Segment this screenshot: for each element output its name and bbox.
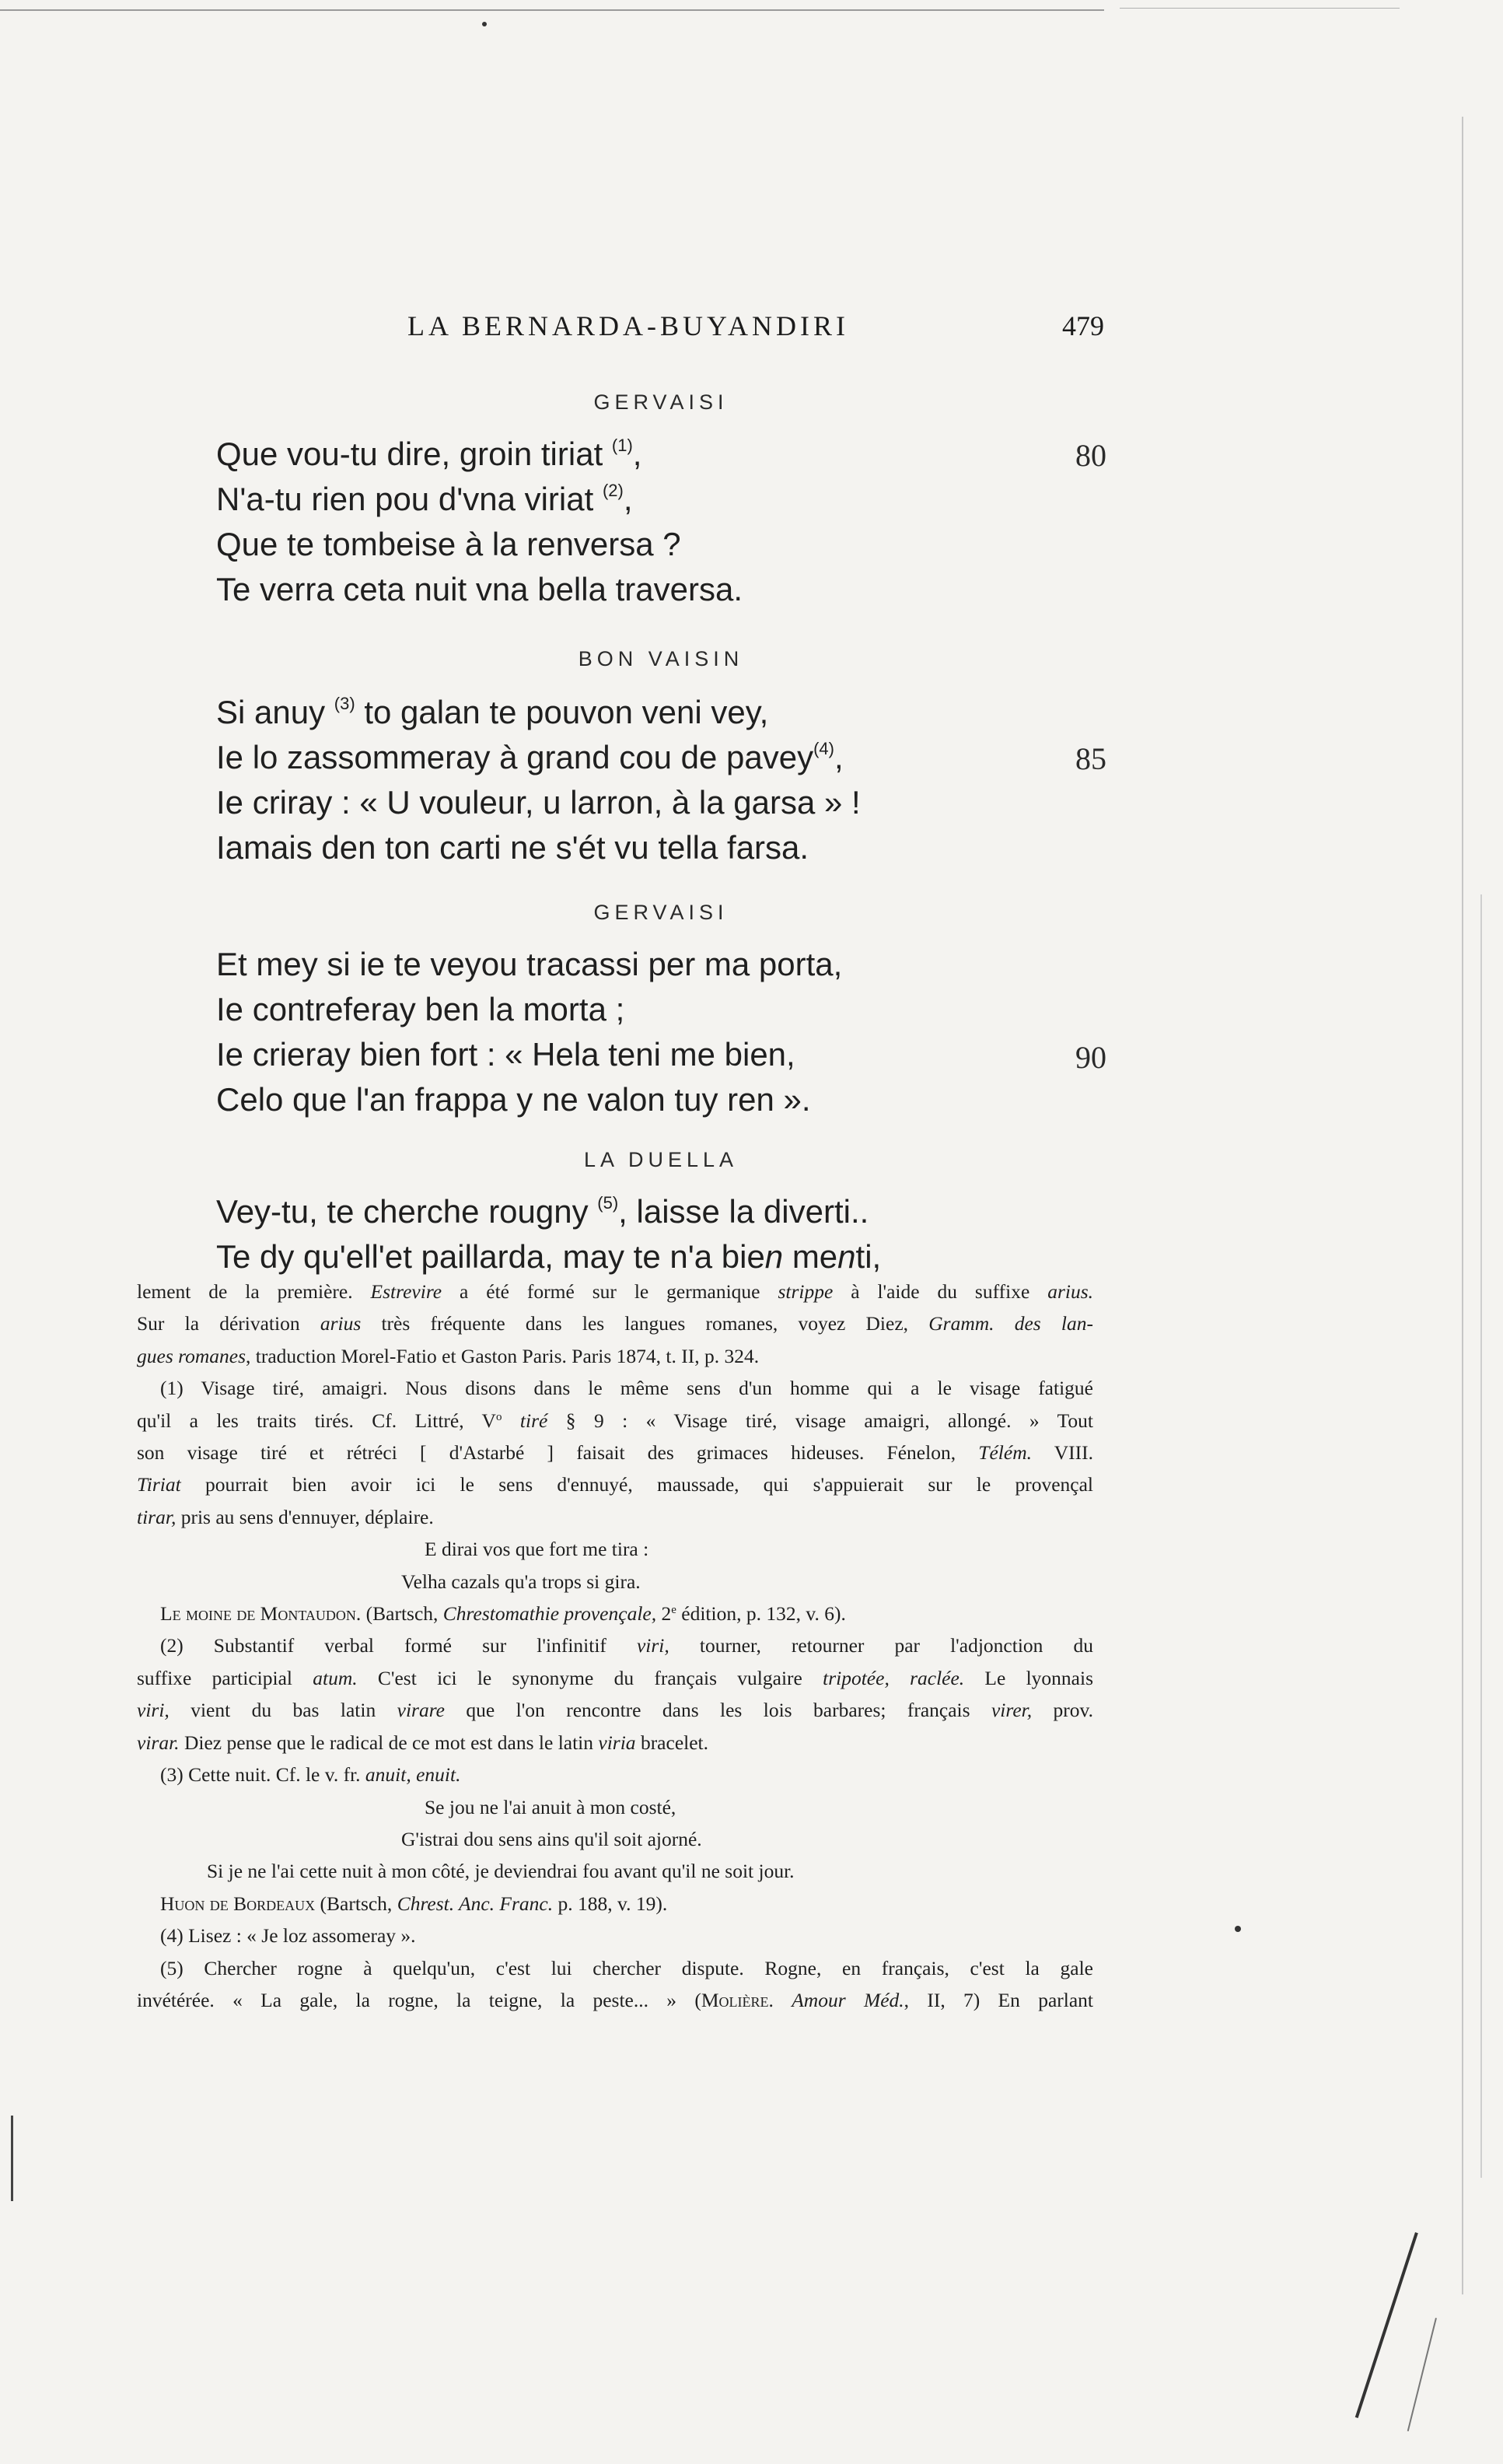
line-number: 90 [1075,1040,1106,1075]
scan-artifact-top-line [1120,8,1400,9]
footnote-line: tirar, pris au sens d'ennuyer, déplaire. [137,1505,434,1528]
footnote-line: Tiriat pourrait bien avoir ici le sens d'ennuyé, maussade, qui s'appuierait sur le provençal [137,1473,1093,1496]
footnote-line: lement de la première. Estrevire a été formé sur le germanique strippe à l'aide du suffixe arius. [137,1280,1094,1303]
scan-artifact-diagonal-line [1355,2232,1418,2418]
footnote-quote: E dirai vos que fort me tira : [425,1538,649,1561]
footnote-quote: Se jou ne l'ai anuit à mon costé, [425,1795,676,1818]
verse-line: Celo que l'an frappa y ne valon tuy ren ». [216,1081,811,1118]
verse-line: Ie contreferay ben la morta ; [216,991,625,1027]
verse-line: Si anuy $^{(3)}$ to galan te pouvon veni vey, [216,694,769,730]
line-number: 80 [1075,438,1106,473]
page-number: 479 [1062,310,1104,341]
footnote-line: qu'il a les traits tirés. Cf. Littré, $V^o$ tiré § 9 : « Visage tiré, visage amaigri, allongé. » Tout [137,1409,1094,1432]
speaker-name: BON VAISIN [578,647,744,670]
footnote-line: gues romanes, traduction Morel-Fatio et Gaston Paris. Paris 1874, t. II, p. 324. [137,1344,760,1367]
footnote-line: (5) Chercher rogne à quelqu'un, c'est lui chercher dispute. Rogne, en français, c'est la gale [160,1956,1093,1979]
footnote-line: Sur la dérivation arius très fréquente dans les langues romanes, voyez Diez, Gramm. des lan- [137,1312,1093,1335]
verse-line: Te dy qu'ell'et paillarda, may te n'a bien menti, [216,1238,882,1275]
footnote-line: (4) Lisez : « Je loz assomeray ». [160,1924,416,1948]
verse-line: Ie lo zassommeray à grand cou de pavey$^{(4)}$, [216,739,844,775]
verse-line: Que vou-tu dire, groin tiriat $^{(1)}$, [216,436,642,472]
verse-line: N'a-tu rien pou d'vna viriat $^{(2)}$, [216,481,633,517]
footnote-line: Si je ne l'ai cette nuit à mon côté, je deviendrai fou avant qu'il ne soit jour. [207,1860,795,1883]
footnotes [137,1276,1093,2016]
scan-artifact-diagonal-line [1407,2318,1437,2431]
footnote-line: viri, vient du bas latin virare que l'on rencontre dans les lois barbares; français virer, prov. [137,1699,1093,1722]
footnote-line: suffixe participial atum. C'est ici le synonyme du français vulgaire tripotée, raclée. Le lyonnais [137,1666,1094,1689]
scan-artifact-top-line [0,9,1104,11]
footnote-line: (2) Substantif verbal formé sur l'infinitif viri, tourner, retourner par l'adjonction du [160,1634,1093,1657]
footnote-line: virar. Diez pense que le radical de ce mot est dans le latin viria bracelet. [137,1731,708,1754]
scan-artifact-speck [482,22,487,26]
verse-line: Iamais den ton carti ne s'ét vu tella farsa. [216,829,809,866]
line-number: 85 [1075,741,1106,776]
scan-artifact-edge-line [1462,117,1463,2294]
verse-line: Ie crieray bien fort : « Hela teni me bien, [216,1036,795,1073]
scan-artifact-edge-line [1480,894,1482,2178]
footnote-quote: Velha cazals qu'a trops si gira. [401,1570,641,1593]
verse-line: Que te tombeise à la renversa ? [216,526,681,562]
footnote-line: (1) Visage tiré, amaigri. Nous disons dans le même sens d'un homme qui a le visage fatigué [160,1377,1093,1400]
verse-line: Ie criray : « U vouleur, u larron, à la garsa » ! [216,784,861,821]
verse-line: Te verra ceta nuit vna bella traversa. [216,571,743,607]
footnote-quote: G'istrai dou sens ains qu'il soit ajorné. [401,1827,702,1850]
speaker-name: GERVAISI [593,901,729,924]
verse-line: Vey-tu, te cherche rougny $^{(5)}$, laisse la diverti.. [216,1193,869,1230]
running-head [389,310,1104,348]
footnote-line: Huon de Bordeaux (Bartsch, Chrest. Anc. Franc. p. 188, v. 19). [160,1892,668,1915]
scan-artifact-speck [1235,1926,1241,1932]
scan-artifact-left-mark [11,2116,13,2201]
footnote-line: invétérée. « La gale, la rogne, la teigne, la peste... » (Molière. Amour Méd., II, 7) En parlant [137,1988,1093,2011]
speaker-name: LA DUELLA [583,1148,739,1171]
footnote-line: (3) Cette nuit. Cf. le v. fr. anuit, enuit. [160,1763,461,1787]
footnote-line: son visage tiré et rétréci [ d'Astarbé ] faisait des grimaces hideuses. Fénelon, Télém. VIII. [137,1441,1093,1465]
speaker-name: GERVAISI [593,390,729,414]
running-head-title: LA BERNARDA-BUYANDIRI [407,310,850,341]
verse-line: Et mey si ie te veyou tracassi per ma porta, [216,946,843,982]
footnote-line: Le moine de Montaudon. (Bartsch, Chrestomathie provençale, 2e édition, p. 132, v. 6). [160,1602,846,1626]
